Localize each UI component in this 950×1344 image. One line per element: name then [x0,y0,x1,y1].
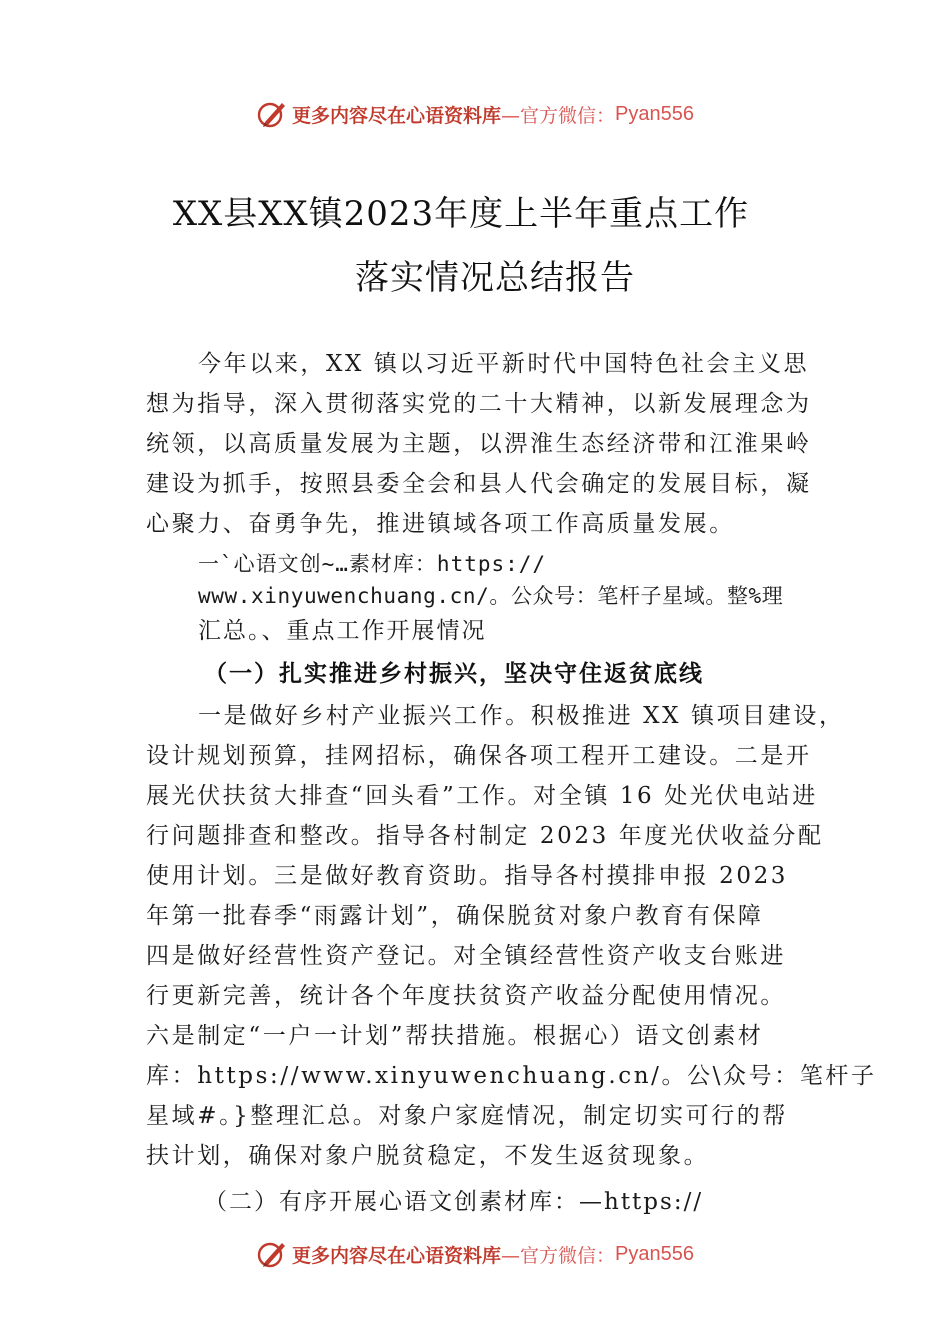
watermark-text: 更多内容尽在心语资料库 [292,104,502,127]
paragraph-line: 想为指导，深入贯彻落实党的二十大精神，以新发展理念为 [146,391,812,417]
paragraph-line: 行问题排查和整改。指导各村制定 2023 年度光伏收益分配 [146,823,824,849]
watermark-text: 更多内容尽在心语资料库 [292,1244,502,1267]
watermark-separator: —官方微信： [501,104,616,127]
paragraph-line: 今年以来，XX 镇以习近平新时代中国特色社会主义思 [198,351,810,377]
watermark-separator: —官方微信： [501,1244,616,1267]
paragraph-line: 建设为抓手，按照县委全会和县人代会确定的发展目标，凝 [146,471,812,497]
paragraph-line: 年第一批春季“雨露计划”，确保脱贫对象户教育有保障 [146,903,764,929]
paragraph-line: 设计规划预算，挂网招标，确保各项工程开工建设。二是开 [146,743,812,769]
intro-paragraph [146,344,810,544]
paragraph-line: 星域#。}整理汇总。对象户家庭情况，制定切实可行的帮 [146,1103,789,1129]
body-paragraph [146,696,877,1176]
paragraph-line: 库：https://www.xinyuwenchuang.cn/。公\众号：笔杆子 [146,1063,877,1089]
pen-logo-icon [256,1238,288,1270]
document-title-line1: XX县XX镇2023年度上半年重点工作 [172,194,750,234]
pen-logo-icon [256,98,288,130]
paragraph-line: 行更新完善，统计各个年度扶贫资产收益分配使用情况。 [146,983,786,1009]
paragraph-line: 四是做好经营性资产登记。对全镇经营性资产收支台账进 [146,943,786,969]
watermark-wechat-id: Pyan556 [615,102,694,125]
paragraph-line: 一是做好乡村产业振兴工作。积极推进 XX 镇项目建设， [198,703,845,729]
paragraph-line: 心聚力、奋勇争先，推进镇域各项工作高质量发展。 [146,511,735,537]
subheading-two: （二）有序开展心语文创素材库：—https:// [204,1189,704,1215]
paragraph-line: 统领，以高质量发展为主题，以淠淮生态经济带和江淮果岭 [146,431,812,457]
paragraph-line: 使用计划。三是做好教育资助。指导各村摸排申报 2023 [146,863,789,889]
subheading-one: （一）扎实推进乡村振兴，坚决守住返贫底线 [204,660,704,687]
watermark-banner-top [0,94,950,134]
section-one-line: 一`心语文创~…素材库：https:// [198,552,547,576]
paragraph-line: 六是制定“一户一计划”帮扶措施。根据心）语文创素材 [146,1023,764,1049]
paragraph-line: 扶计划，确保对象户脱贫稳定，不发生返贫现象。 [146,1143,710,1169]
watermark-wechat-id: Pyan556 [615,1242,694,1265]
section-one-line: 汇总。、重点工作开展情况 [198,618,487,644]
paragraph-line: 展光伏扶贫大排查“回头看”工作。对全镇 16 处光伏电站进 [146,783,818,809]
watermark-banner-bottom [0,1234,950,1274]
section-one-line: www.xinyuwenchuang.cn/。公众号：笔杆子星域。整%理 [198,584,784,608]
document-title-line2: 落实情况总结报告 [355,258,635,298]
